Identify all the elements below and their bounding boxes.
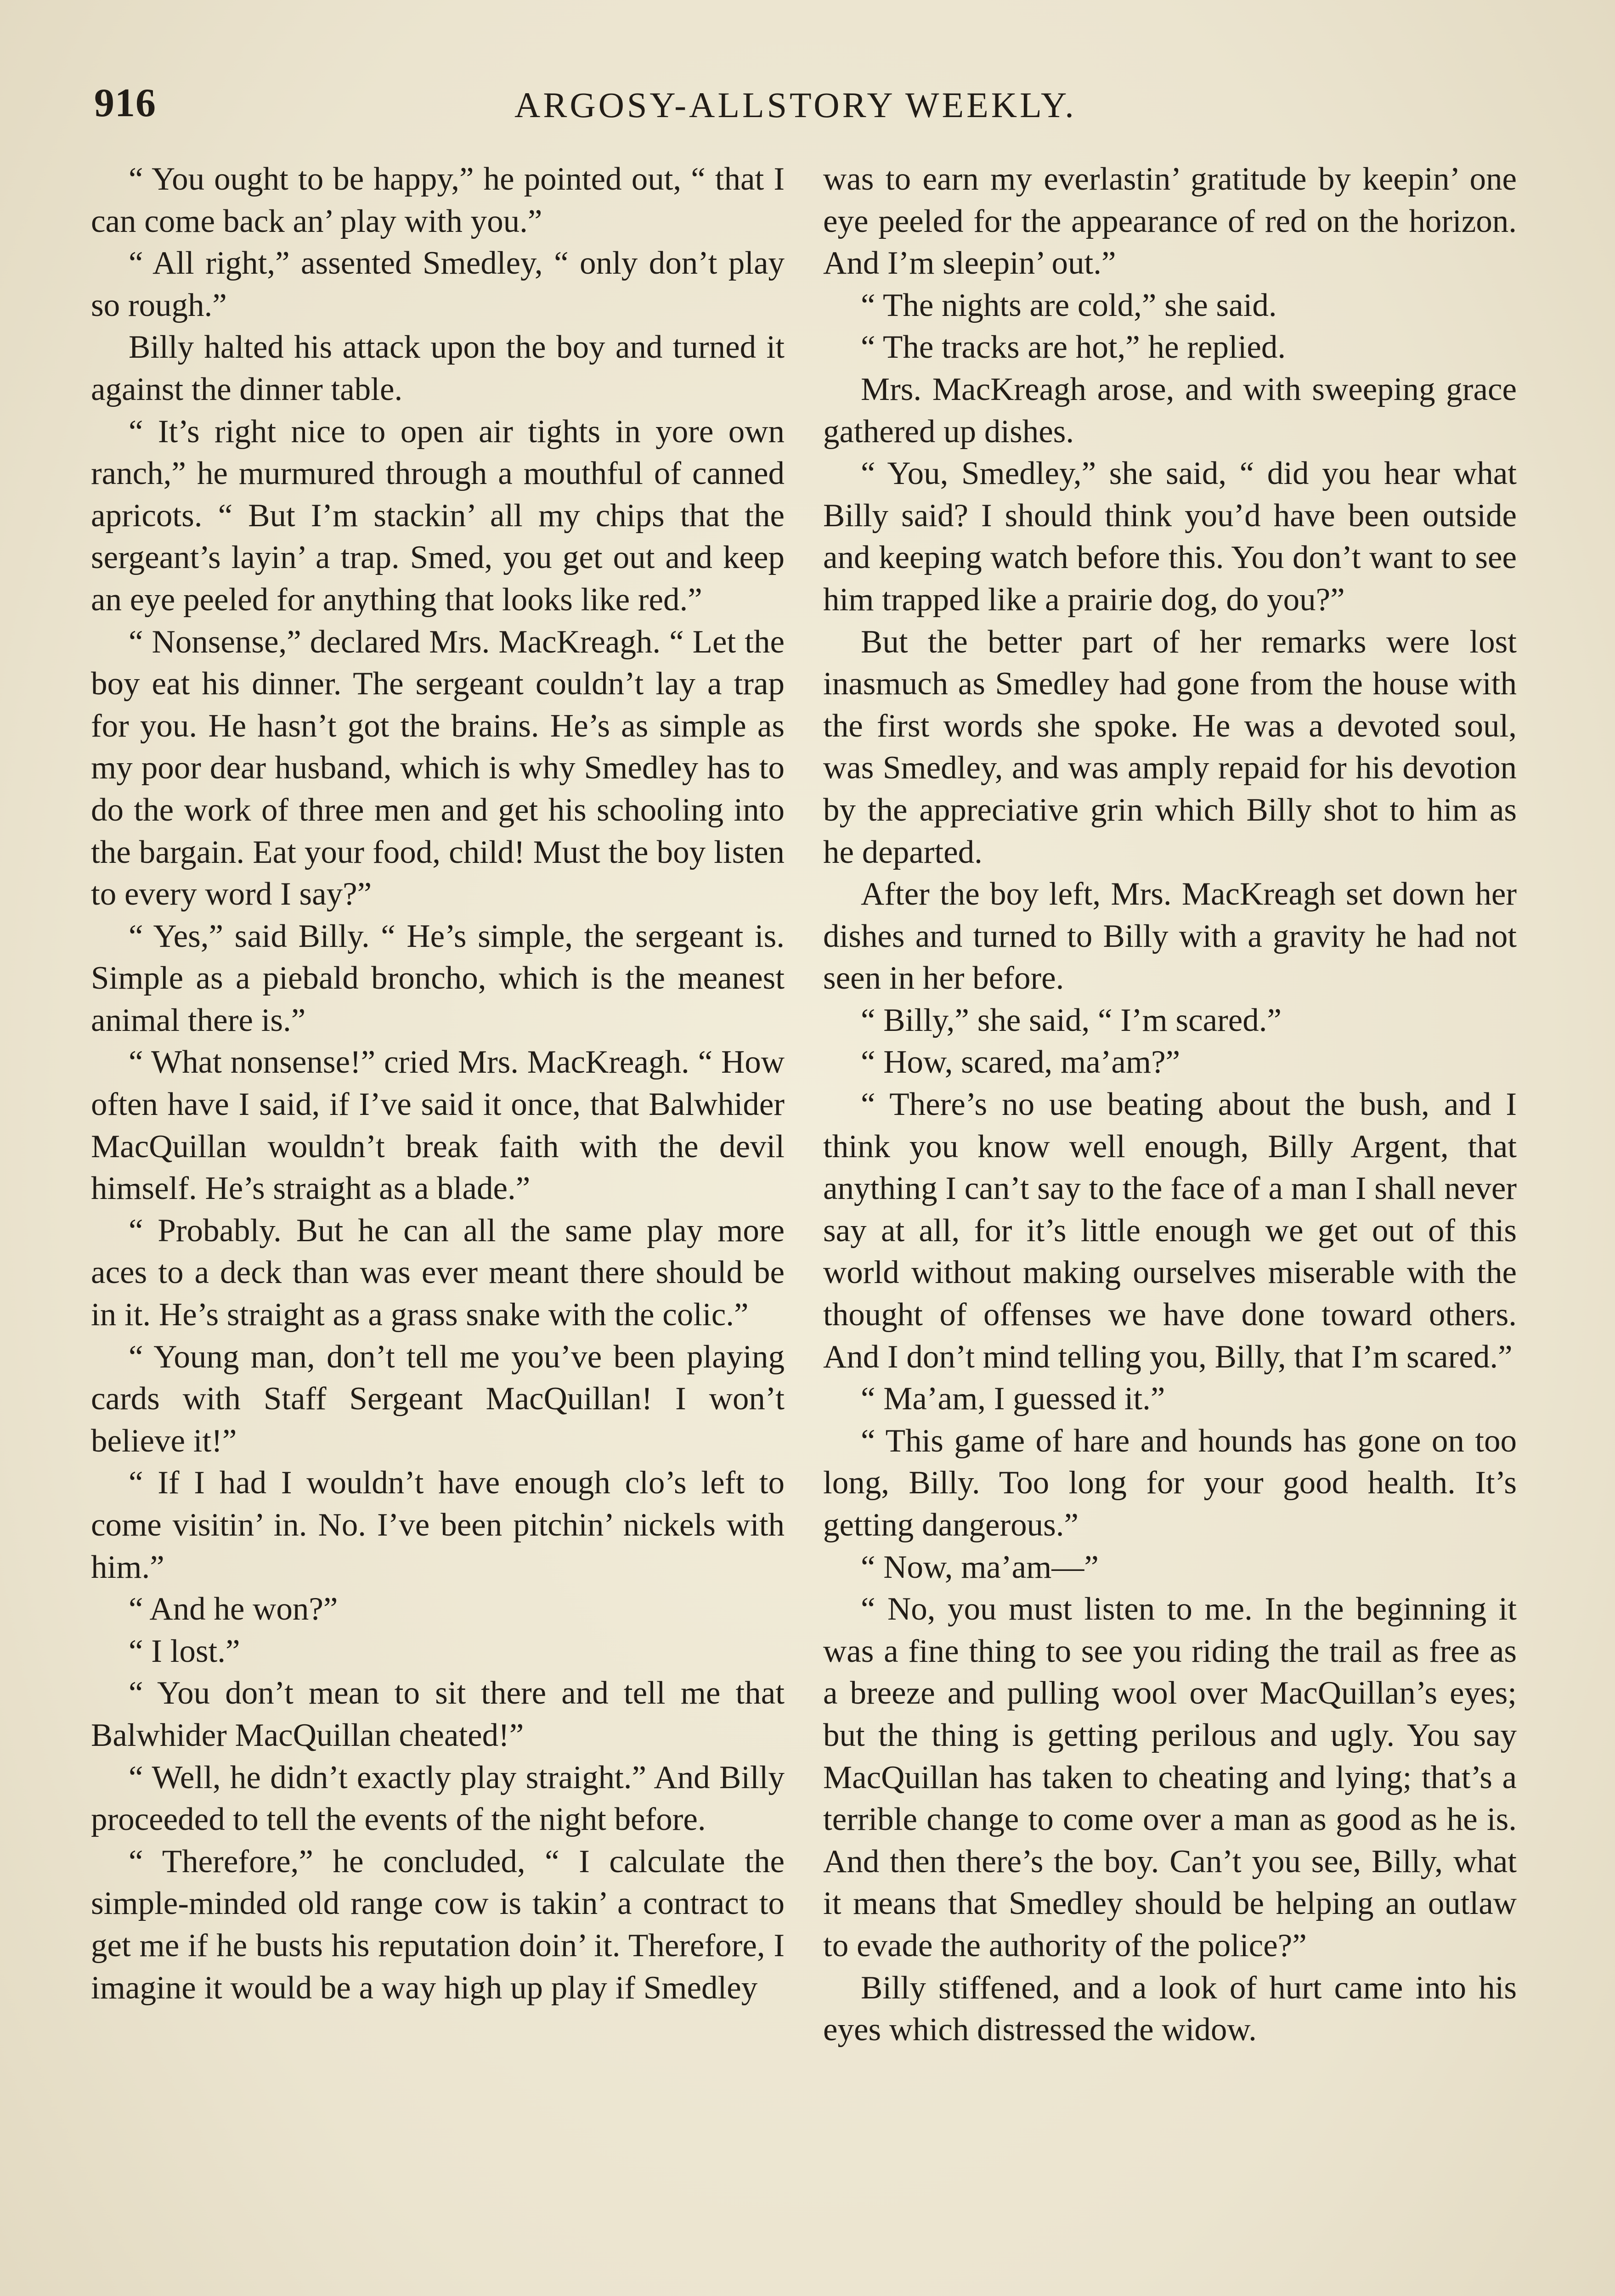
right-column bbox=[823, 158, 1517, 2296]
paragraph: “ Probably. But he can all the same play more aces to a deck than was ever meant there should be in it. He’s straight as a grass snake with the colic.” bbox=[91, 1212, 785, 1333]
paragraph: Mrs. MacKreagh arose, and with sweeping grace gathered up dishes. bbox=[823, 371, 1517, 450]
paragraph: “ Yes,” said Billy. “ He’s simple, the sergeant is. Simple as a piebald broncho, which is the meanest animal there is.” bbox=[91, 918, 785, 1038]
paragraph: After the boy left, Mrs. MacKreagh set down her dishes and turned to Billy with a gravity he had not seen in her before. bbox=[823, 876, 1517, 996]
paragraph: “ How, scared, ma’am?” bbox=[861, 1044, 1180, 1080]
paragraph: Billy halted his attack upon the boy and turned it against the dinner table. bbox=[91, 329, 785, 407]
paragraph: “ Therefore,” he concluded, “ I calculate the simple-minded old range cow is takin’ a contract to get me if he busts his reputation doin’ it. Therefore, I imagine it would be a way high up play if Smedley bbox=[91, 1843, 785, 2006]
running-head: ARGOSY-ALLSTORY WEEKLY. bbox=[514, 85, 1077, 125]
paragraph: “ Well, he didn’t exactly play straight.” And Billy proceeded to tell the events of the night before. bbox=[91, 1759, 785, 1838]
paragraph: “ You ought to be happy,” he pointed out, “ that I can come back an’ play with you.” bbox=[91, 161, 785, 239]
paragraph: “ This game of hare and hounds has gone on too long, Billy. Too long for your good health. It’s getting dangerous.” bbox=[823, 1423, 1517, 1543]
paragraph: “ Nonsense,” declared Mrs. MacKreagh. “ Let the boy eat his dinner. The sergeant couldn’t lay a trap for you. He hasn’t got the brains. He’s as simple as my poor dear husband, which is why Smedley has to do the work of three men and get his schooling into the bargain. Eat your food, child! Must the boy listen to every word I say?” bbox=[91, 624, 785, 912]
paragraph: “ And he won?” bbox=[129, 1591, 338, 1627]
paragraph: “ You, Smedley,” she said, “ did you hear what Billy said? I should think you’d have been outside and keeping watch before this. You don’t want to see him trapped like a prairie dog, do you?” bbox=[823, 456, 1517, 618]
paragraph: “ Young man, don’t tell me you’ve been playing cards with Staff Sergeant MacQuillan! I won’t believe it!” bbox=[91, 1339, 785, 1459]
paragraph: “ Billy,” she said, “ I’m scared.” bbox=[861, 1002, 1282, 1038]
paragraph: “ No, you must listen to me. In the beginning it was a fine thing to see you riding the trail as free as a breeze and pulling wool over MacQuillan’s eyes; but the thing is getting perilous and ugly. You say MacQuillan has taken to cheating and lying; that’s a terrible change to come over a man as good as he is. And then there’s the boy. Can’t you see, Billy, what it means that Smedley should be helping an outlaw to evade the authority of the police?” bbox=[823, 1591, 1517, 1964]
paragraph: “ If I had I wouldn’t have enough clo’s left to come visitin’ in. No. I’ve been pitchin’ nickels with him.” bbox=[91, 1465, 785, 1585]
paragraph: “ Now, ma’am—” bbox=[861, 1549, 1099, 1585]
paragraph: “ The tracks are hot,” he replied. bbox=[861, 329, 1286, 366]
paragraph: “ What nonsense!” cried Mrs. MacKreagh. “ How often have I said, if I’ve said it once, that Balwhider MacQuillan wouldn’t break faith with the devil himself. He’s straight as a blade.” bbox=[91, 1044, 785, 1207]
page-number: 916 bbox=[94, 81, 156, 125]
left-column bbox=[91, 158, 785, 2296]
paragraph: “ I lost.” bbox=[129, 1633, 240, 1669]
page-header bbox=[0, 78, 1615, 133]
continued-paragraph: was to earn my everlastin’ gratitude by keepin’ one eye peeled for the appearance of red on the horizon. And I’m sleepin’ out.” bbox=[823, 161, 1517, 281]
paragraph: “ There’s no use beating about the bush, and I think you know well enough, Billy Argent, that anything I can’t say to the face of a man I shall never say at all, for it’s little enough we get out of this world without making ourselves miserable with the thought of offenses we have done toward others. And I don’t mind telling you, Billy, that I’m scared.” bbox=[823, 1086, 1517, 1375]
paragraph: “ It’s right nice to open air tights in yore own ranch,” he murmured through a mouthful of canned apricots. “ But I’m stackin’ all my chips that the sergeant’s layin’ a trap. Smed, you get out and keep an eye peeled for anything that looks like red.” bbox=[91, 413, 785, 618]
paragraph: “ The nights are cold,” she said. bbox=[861, 287, 1277, 323]
paragraph: “ You don’t mean to sit there and tell me that Balwhider MacQuillan cheated!” bbox=[91, 1675, 785, 1753]
paragraph: Billy stiffened, and a look of hurt came into his eyes which distressed the widow. bbox=[823, 1970, 1517, 2048]
paragraph: “ All right,” assented Smedley, “ only don’t play so rough.” bbox=[91, 245, 785, 323]
paragraph: “ Ma’am, I guessed it.” bbox=[861, 1381, 1165, 1417]
paragraph: But the better part of her remarks were lost inasmuch as Smedley had gone from the house with the first words she spoke. He was a devoted soul, was Smedley, and was amply repaid for his devotion by the appreciative grin which Billy shot to him as he departed. bbox=[823, 624, 1517, 870]
